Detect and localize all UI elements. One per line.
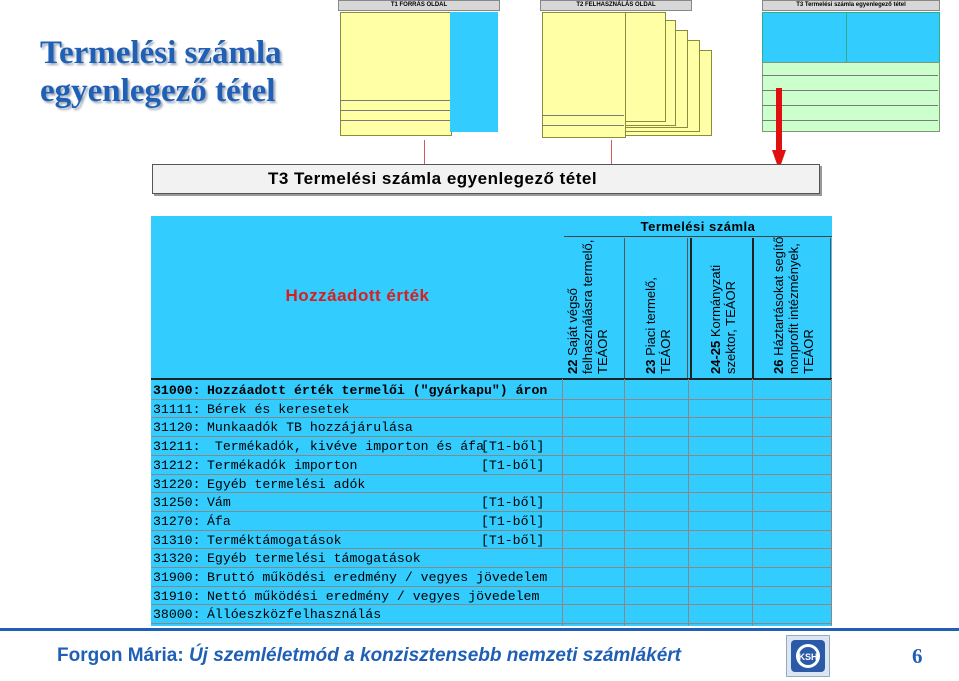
row-source-ref: [T1-ből] [481,532,545,548]
ksh-logo-text: KSH [798,652,818,662]
table-row [151,457,561,475]
column-23 [625,238,688,378]
row-code: 31310: [153,532,201,548]
slide-title-line2: egyenlegező tétel [40,73,276,109]
column-24-25-label: Kormányzati szektor, TEÁOR [708,264,738,374]
row-label: Termékadók importon [207,457,358,473]
t3-banner [152,164,820,194]
row-code: 31120: [153,420,201,436]
thumbnail-t1-label: T1 FORRÁS OLDAL [338,0,500,11]
thumb-t3-columns [846,12,940,64]
col-divider [562,379,563,626]
col-divider [831,379,832,626]
row-code: 31900: [153,570,201,585]
thumb-line [762,105,938,106]
footer-caption [57,645,681,667]
row-code: 31270: [153,513,201,529]
row-divider [151,623,832,624]
table-row [151,513,561,531]
row-divider [151,474,832,475]
column-23-code: 23 [643,359,658,374]
thumb-line [340,120,450,121]
column-24-25 [690,238,754,378]
row-divider [151,586,832,587]
thumb-line [762,75,938,76]
row-source-ref: [T1-ből] [481,513,545,529]
row-divider [151,436,832,437]
thumbnail-t3 [762,0,938,140]
row-label: Bérek és keresetek [207,401,350,417]
row-divider [151,604,832,605]
row-label: Terméktámogatások [207,532,342,548]
column-26-label: Háztartásokat segítő nonprofit intézmények, TEÁOR [771,236,816,374]
value-added-title: Hozzáadott érték [285,286,430,305]
row-code: 31111: [153,401,201,417]
row-code: 31910: [153,588,201,604]
row-divider [151,511,832,512]
table-row [151,569,561,587]
column-22-label: Saját végső felhasználásra termelő, TEÁOR [565,239,610,374]
ksh-logo [786,635,830,677]
thumbnail-t1 [338,0,498,140]
table-row [151,382,561,400]
t3-banner-text: T3 Termelési számla egyenlegező tétel [268,169,598,188]
table-row [151,494,561,512]
column-26 [754,238,831,378]
table-row [151,588,561,606]
thumbnail-strip [335,0,940,140]
column-24-25-code: 24-25 [708,340,723,374]
row-label: Munkaadók TB hozzájárulása [207,420,413,436]
table-row [151,401,561,419]
thumbnail-t3-label: T3 Termelési számla egyenlegező tétel [762,0,940,11]
thumb-line [762,90,938,91]
row-code: 38000: [153,607,201,623]
column-22-code: 22 [565,359,580,374]
thumb-line [340,100,450,101]
thumb-t3-body [762,62,940,132]
row-label: Állóeszközfelhasználás [207,607,382,623]
row-label: Nettó működési eredmény / vegyes jövedelem [207,588,540,604]
table-row [151,476,561,494]
thumb-t3-header [762,12,848,64]
row-source-ref: [T1-ből] [481,439,545,455]
row-divider [151,567,832,568]
row-label: Bruttó működési eredmény / vegyes jövedelem [207,570,548,585]
header-divider [151,378,832,380]
thumbnail-t2-label: T2 FELHASZNÁLÁS OLDAL [540,0,692,11]
row-label: Vám [207,495,231,511]
footer-rule [0,628,959,631]
row-divider [151,492,832,493]
ksh-logo-icon [787,636,829,676]
row-code: 31250: [153,495,201,511]
row-code: 31220: [153,476,201,492]
thumb-cyan-column [450,12,498,132]
slide-title [40,34,330,110]
thumb-line [340,110,450,111]
col-divider [752,379,753,626]
row-label: Termékadók, kivéve importon és áfa [207,439,484,455]
row-label: Hozzáadott érték termelői ("gyárkapu") áron [207,383,548,398]
thumb-line [762,120,938,121]
row-code: 31000: [153,383,201,398]
row-label: Egyéb termelési támogatások [207,551,421,567]
row-divider [151,399,832,400]
thumb-sheet [340,12,452,136]
row-code: 31211: [153,439,201,455]
connector-line [611,140,612,164]
row-code: 31320: [153,551,201,567]
red-arrow-icon [772,88,786,170]
row-label: Áfa [207,513,231,529]
table-row [151,532,561,550]
thumbnail-t2 [540,0,720,140]
row-divider [151,548,832,549]
row-divider [151,530,832,531]
row-label: Egyéb termelési adók [207,476,366,492]
column-23-label: Piaci termelő, TEÁOR [643,277,673,374]
page-number: 6 [912,644,923,668]
column-22 [564,238,625,378]
table-row [151,606,561,624]
production-account-header: Termelési számla [564,216,832,237]
row-code: 31212: [153,457,201,473]
connector-line [424,140,425,164]
col-divider [688,379,689,626]
table-row [151,550,561,568]
thumb-line [542,115,624,116]
footer-author: Forgon Mária: [57,645,184,666]
thumb-line [542,125,624,126]
table-row [151,438,561,456]
row-source-ref: [T1-ből] [481,457,545,473]
column-26-code: 26 [771,359,786,374]
slide-title-line1: Termelési számla [40,35,282,71]
thumb-sheet [542,12,626,138]
row-divider [151,417,832,418]
table-row [151,419,561,437]
col-divider [624,379,625,626]
t3-table [151,216,832,626]
footer-subtitle: Új szemléletmód a konzisztensebb nemzeti számlákért [188,645,682,666]
row-source-ref: [T1-ből] [481,495,545,511]
row-divider [151,455,832,456]
